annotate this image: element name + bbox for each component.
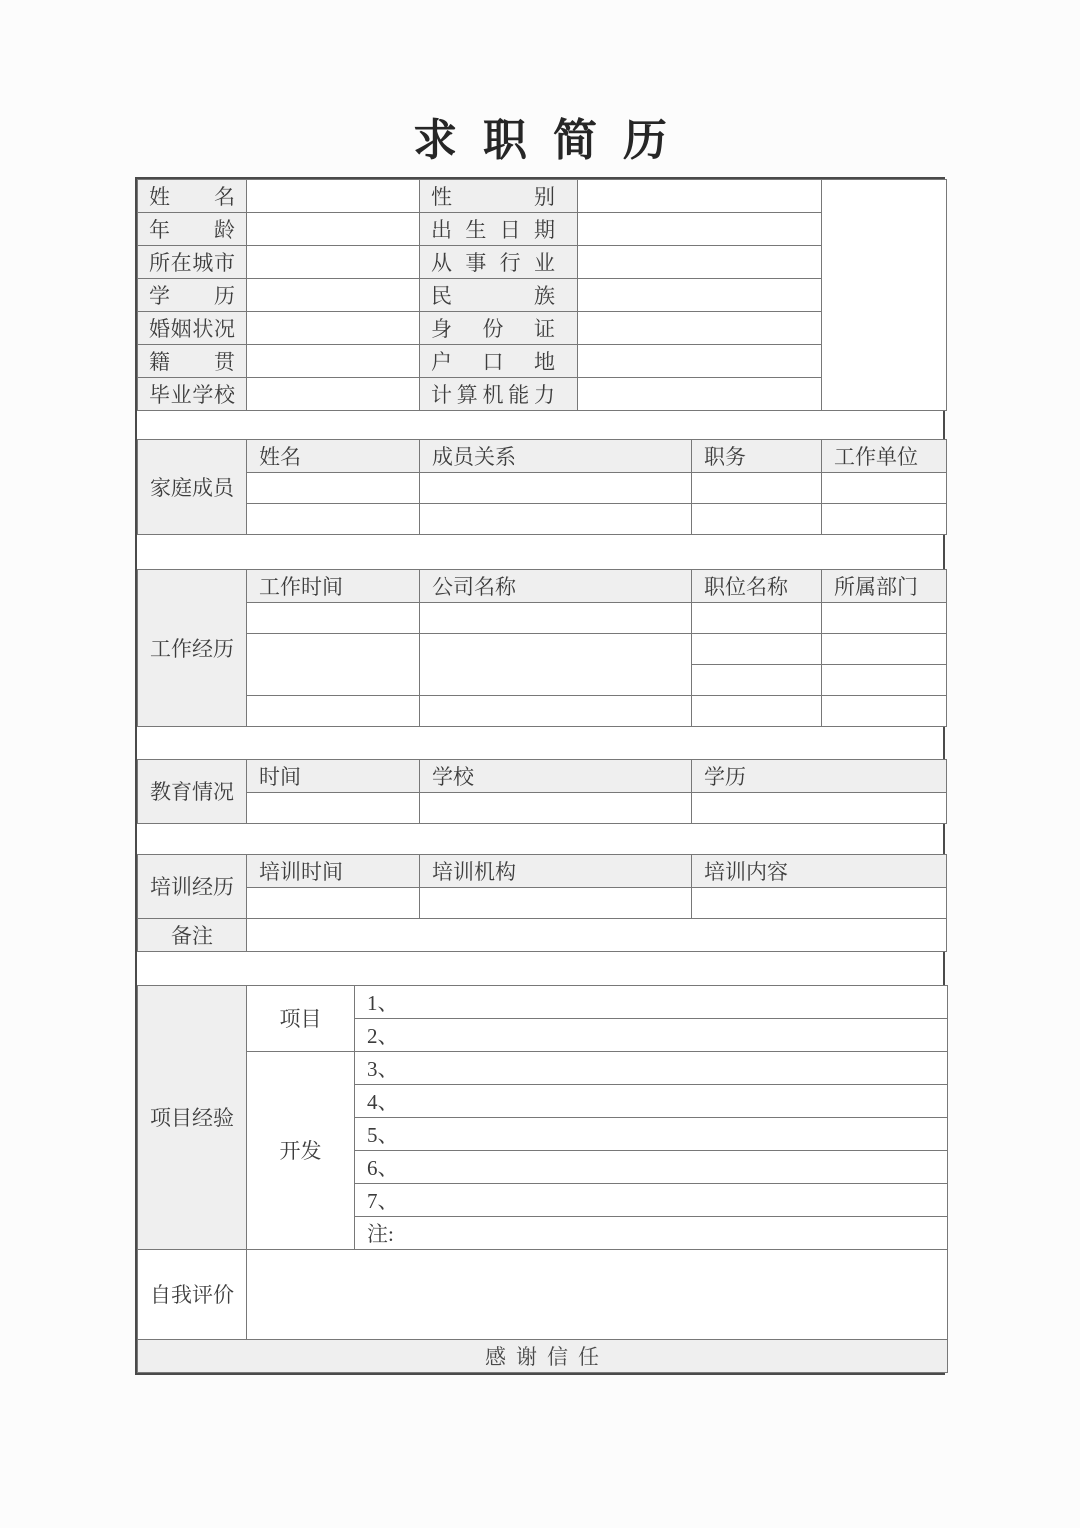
label-household: 户口地: [420, 344, 578, 377]
family-header-position: 职务: [692, 439, 822, 472]
education-header-degree: 学历: [692, 759, 947, 792]
family-name-cell[interactable]: [247, 503, 420, 534]
project-item-note[interactable]: 注:: [355, 1216, 948, 1249]
label-degree: 学历: [138, 278, 247, 311]
family-position-cell[interactable]: [692, 472, 822, 503]
work-header-time: 工作时间: [247, 569, 420, 602]
project-item-5[interactable]: 5、: [355, 1117, 948, 1150]
computer-skill-field[interactable]: [578, 377, 822, 410]
project-item-7[interactable]: 7、: [355, 1183, 948, 1216]
work-department-cell[interactable]: [822, 602, 947, 633]
school-field[interactable]: [247, 377, 420, 410]
family-header-name: 姓名: [247, 439, 420, 472]
education-degree-cell[interactable]: [692, 792, 947, 823]
training-header-content: 培训内容: [692, 854, 947, 887]
label-id-card: 身份证: [420, 311, 578, 344]
marital-status-field[interactable]: [247, 311, 420, 344]
work-position-cell[interactable]: [692, 633, 822, 664]
education-time-cell[interactable]: [247, 792, 420, 823]
family-row: [138, 472, 947, 503]
label-native-place: 籍贯: [138, 344, 247, 377]
section-gap: [137, 411, 943, 439]
training-header-institution: 培训机构: [420, 854, 692, 887]
family-header-relation: 成员关系: [420, 439, 692, 472]
training-section-label: 培训经历: [138, 854, 247, 918]
work-position-cell[interactable]: [692, 664, 822, 695]
training-row: [138, 887, 947, 918]
work-row: [138, 602, 947, 633]
work-department-cell[interactable]: [822, 633, 947, 664]
work-time-cell[interactable]: [247, 602, 420, 633]
work-company-cell[interactable]: [420, 695, 692, 726]
label-city: 所在城市: [138, 245, 247, 278]
education-table: [137, 759, 947, 824]
section-gap: [137, 952, 943, 985]
development-group-label: 开发: [247, 1051, 355, 1249]
work-position-cell[interactable]: [692, 602, 822, 633]
family-table: [137, 439, 947, 535]
native-place-field[interactable]: [247, 344, 420, 377]
resume-table-frame: [135, 177, 945, 1375]
project-item-4[interactable]: 4、: [355, 1084, 948, 1117]
section-gap: [137, 727, 943, 759]
self-evaluation-cell[interactable]: [247, 1249, 948, 1339]
label-age: 年龄: [138, 212, 247, 245]
work-position-cell[interactable]: [692, 695, 822, 726]
label-marital-status: 婚姻状况: [138, 311, 247, 344]
label-name: 姓名: [138, 179, 247, 212]
work-department-cell[interactable]: [822, 664, 947, 695]
project-section-label: 项目经验: [138, 985, 247, 1249]
work-header-position: 职位名称: [692, 569, 822, 602]
household-field[interactable]: [578, 344, 822, 377]
project-item-2[interactable]: 2、: [355, 1018, 948, 1051]
id-card-field[interactable]: [578, 311, 822, 344]
gender-field[interactable]: [578, 179, 822, 212]
training-institution-cell[interactable]: [420, 887, 692, 918]
project-group-label: 项目: [247, 985, 355, 1051]
work-table: [137, 569, 947, 727]
self-evaluation-label: 自我评价: [138, 1249, 247, 1339]
training-time-cell[interactable]: [247, 887, 420, 918]
work-company-cell[interactable]: [420, 633, 692, 695]
footer-thanks-text: 感谢信任: [138, 1339, 948, 1372]
project-item-1[interactable]: 1、: [355, 985, 948, 1018]
work-header-company: 公司名称: [420, 569, 692, 602]
label-school: 毕业学校: [138, 377, 247, 410]
family-relation-cell[interactable]: [420, 472, 692, 503]
label-birth-date: 出生日期: [420, 212, 578, 245]
name-field[interactable]: [247, 179, 420, 212]
birth-date-field[interactable]: [578, 212, 822, 245]
remark-cell[interactable]: [247, 918, 947, 951]
ethnicity-field[interactable]: [578, 278, 822, 311]
degree-field[interactable]: [247, 278, 420, 311]
project-item-3[interactable]: 3、: [355, 1051, 948, 1084]
personal-info-table: [137, 179, 947, 411]
family-workunit-cell[interactable]: [822, 503, 947, 534]
family-name-cell[interactable]: [247, 472, 420, 503]
label-ethnicity: 民族: [420, 278, 578, 311]
family-position-cell[interactable]: [692, 503, 822, 534]
family-workunit-cell[interactable]: [822, 472, 947, 503]
education-row: [138, 792, 947, 823]
project-table: [137, 985, 948, 1373]
section-gap: [137, 535, 943, 569]
education-header-time: 时间: [247, 759, 420, 792]
training-content-cell[interactable]: [692, 887, 947, 918]
work-row: [138, 695, 947, 726]
page-title: 求职简历: [413, 116, 693, 165]
work-time-cell[interactable]: [247, 633, 420, 695]
industry-field[interactable]: [578, 245, 822, 278]
work-row: [138, 633, 947, 664]
city-field[interactable]: [247, 245, 420, 278]
project-item-6[interactable]: 6、: [355, 1150, 948, 1183]
photo-cell[interactable]: [822, 179, 947, 410]
family-section-label: 家庭成员: [138, 439, 247, 534]
work-company-cell[interactable]: [420, 602, 692, 633]
work-department-cell[interactable]: [822, 695, 947, 726]
training-table: [137, 854, 947, 952]
label-computer-skill: 计算机能力: [420, 377, 578, 410]
label-industry: 从事行业: [420, 245, 578, 278]
education-school-cell[interactable]: [420, 792, 692, 823]
family-row: [138, 503, 947, 534]
family-header-workunit: 工作单位: [822, 439, 947, 472]
family-relation-cell[interactable]: [420, 503, 692, 534]
education-header-school: 学校: [420, 759, 692, 792]
section-gap: [137, 824, 943, 854]
education-section-label: 教育情况: [138, 759, 247, 823]
work-section-label: 工作经历: [138, 569, 247, 726]
age-field[interactable]: [247, 212, 420, 245]
training-header-time: 培训时间: [247, 854, 420, 887]
remark-section-label: 备注: [138, 918, 247, 951]
work-header-department: 所属部门: [822, 569, 947, 602]
work-time-cell[interactable]: [247, 695, 420, 726]
label-gender: 性别: [420, 179, 578, 212]
